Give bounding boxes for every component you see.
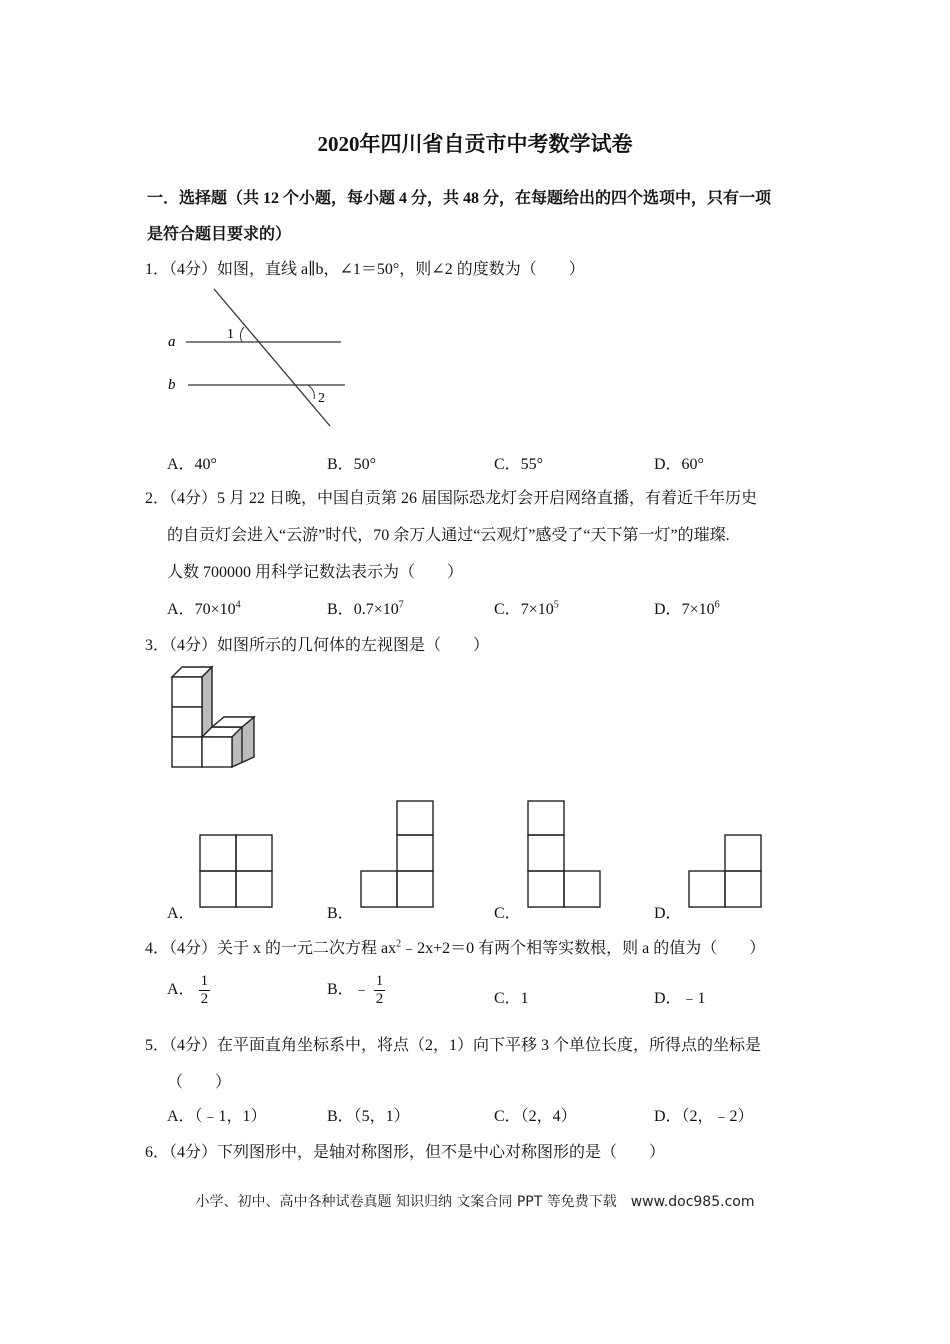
q2-stem-line1: 2．（4分）5 月 22 日晚，中国自贡第 26 届国际恐龙灯会开启网络直播，有着近千年历史 [145, 490, 758, 507]
angle2-label: 2 [318, 391, 325, 406]
q4-option-a-fraction: $\frac{1}{2}$ [200, 973, 209, 1007]
q2-stem-line2: 的自贡灯会进入“云游”时代，70 余万人通过“云观灯”感受了“天下第一灯”的璀璨. [167, 527, 730, 544]
q1-option-b: B．50° [327, 456, 377, 473]
page-footer: 小学、初中、高中各种试卷真题 知识归纳 文案合同 PPT 等免费下载 www.doc985.com [195, 1194, 755, 1210]
q1-option-c: C．55° [494, 456, 544, 473]
q3-option-d-figure [688, 834, 762, 908]
q2-option-d: D．$7\times 10^6$ [654, 599, 720, 618]
q1-stem: 1．（4分）如图，直线 a∥b，∠1＝50°，则∠2 的度数为（ ） [145, 261, 585, 278]
angle1-label: 1 [227, 327, 234, 342]
q4-option-b-fraction: $\frac{1}{2}$ [375, 973, 384, 1007]
q1-option-a: A．40° [167, 456, 217, 473]
q2-option-a: A．$70\times 10^4$ [167, 599, 241, 618]
q3-stem: 3．（4分）如图所示的几何体的左视图是（ ） [145, 637, 490, 654]
q2-stem-line3: 人数 700000 用科学记数法表示为（ ） [167, 564, 464, 581]
line-a-label: a [168, 334, 176, 350]
section-heading-line2: 是符合题目要求的） [147, 226, 292, 243]
q4-option-c: C．1 [494, 990, 529, 1007]
q3-option-d: D． [654, 905, 682, 922]
q6-stem: 6．（4分）下列图形中，是轴对称图形，但不是中心对称图形的是（ ） [145, 1144, 666, 1161]
q5-option-c: C．（2，4） [494, 1108, 577, 1125]
q5-stem-line2: （ ） [167, 1074, 232, 1091]
q2-option-b: B．$0.7\times 10^7$ [327, 599, 404, 618]
q4-option-b: B．﹣ $\frac{1}{2}$ [327, 973, 384, 1007]
page-title: 2020年四川省自贡市中考数学试卷 [317, 132, 633, 156]
q4-option-a: A． $\frac{1}{2}$ [167, 973, 209, 1007]
q3-option-b-figure [360, 800, 434, 908]
q3-option-a-figure [199, 834, 273, 908]
q5-option-b: B．（5，1） [327, 1108, 410, 1125]
q5-stem-line1: 5．（4分）在平面直角坐标系中，将点（2，1）向下平移 3 个单位长度，所得点的坐标是 [145, 1037, 762, 1054]
q4-option-d: D．﹣1 [654, 990, 706, 1007]
q3-solid-figure [165, 660, 265, 772]
q1-option-d: D．60° [654, 456, 704, 473]
q2-option-c: C．$7\times 10^5$ [494, 599, 559, 618]
q4-stem: 4．（4分）关于 x 的一元二次方程 $ax^2﹣2x+2=0$ 有两个相等实数根，则 a 的值为（ ） [145, 938, 766, 957]
q3-option-a: A． [167, 905, 195, 922]
q3-option-c-figure [527, 800, 601, 908]
q5-option-d: D．（2，﹣2） [654, 1108, 754, 1125]
section-heading-line1: 一．选择题（共 12 个小题，每小题 4 分，共 48 分，在每题给出的四个选项中，只有一项 [147, 190, 772, 207]
q1-parallel-lines-figure [160, 285, 360, 430]
line-b-label: b [168, 377, 176, 393]
q3-option-b: B． [327, 905, 354, 922]
q5-option-a: A．（﹣1，1） [167, 1108, 267, 1125]
q3-option-c: C． [494, 905, 521, 922]
